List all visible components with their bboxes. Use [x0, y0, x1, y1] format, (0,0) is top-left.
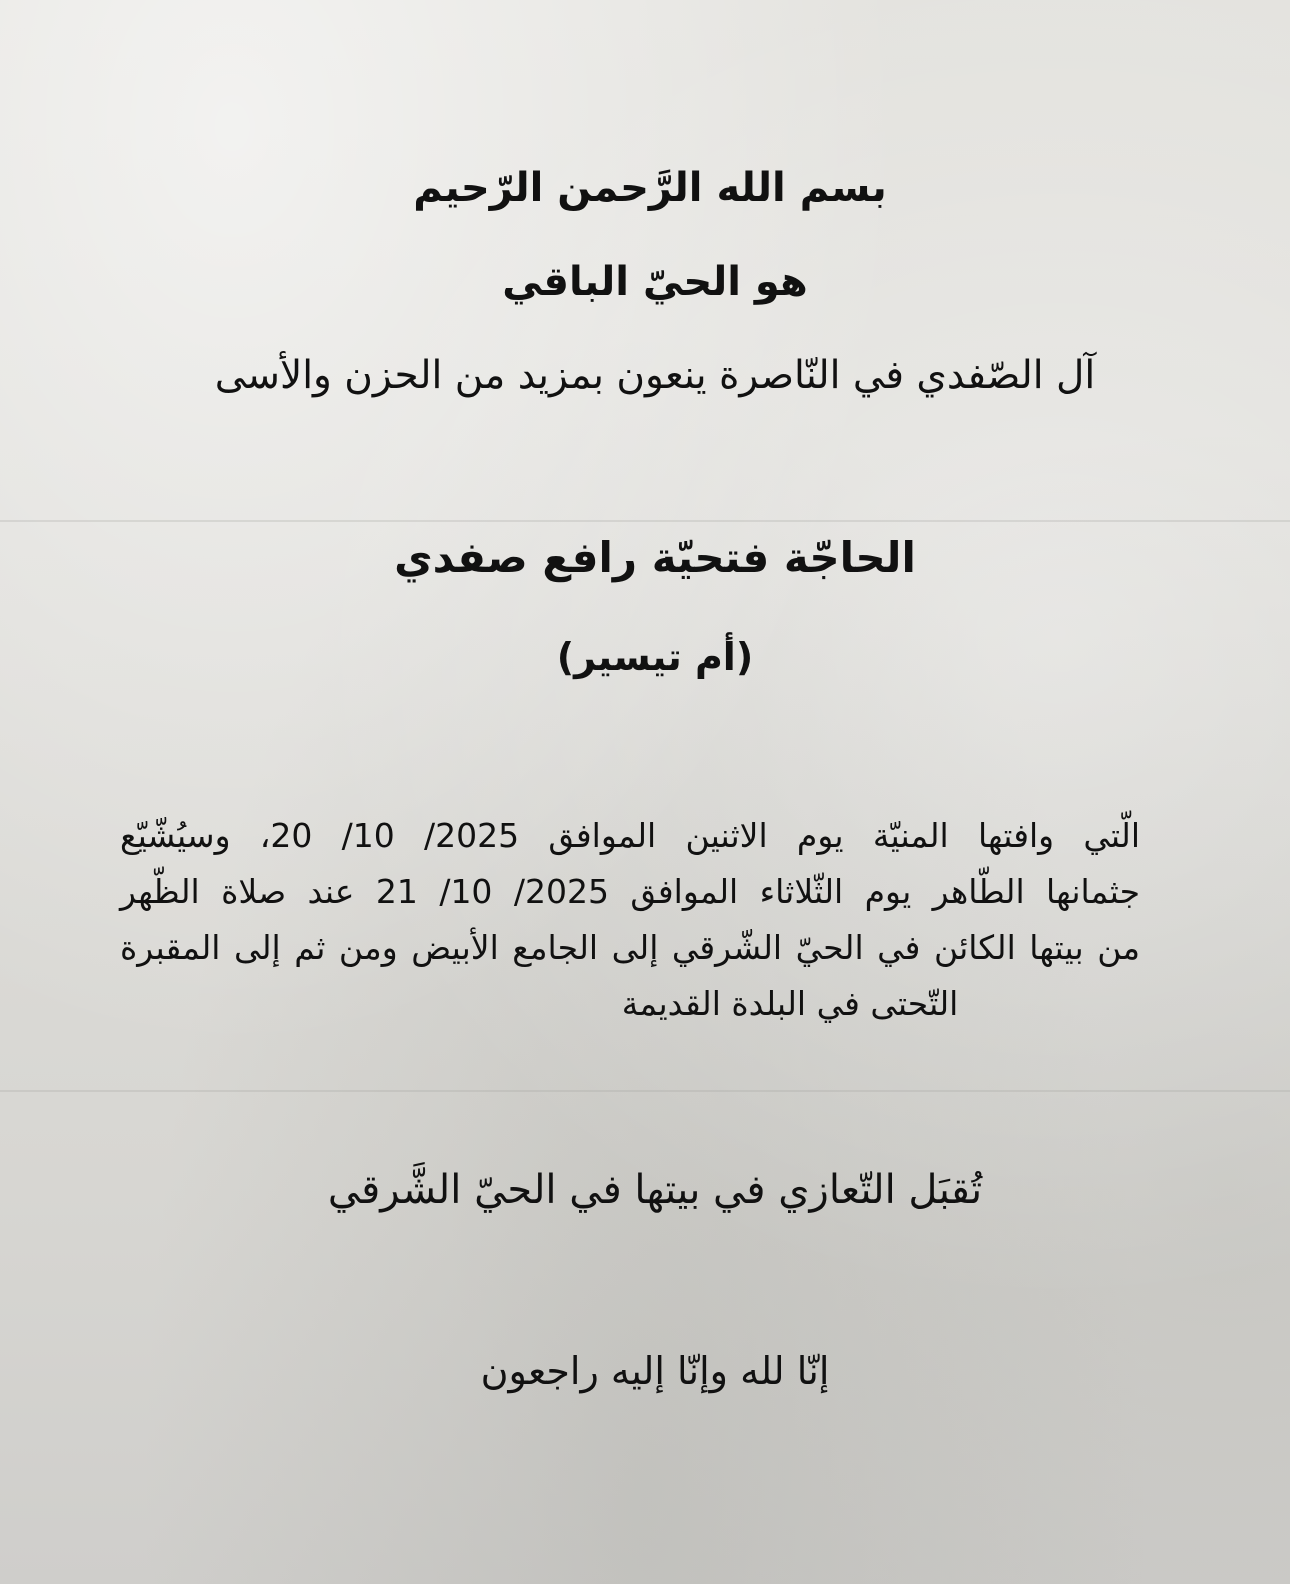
details-line: التّحتى في البلدة القديمة [621, 984, 959, 1023]
deceased-name: الحاجّة فتحيّة رافع صفدي [394, 533, 916, 582]
paper-fold [0, 520, 1290, 522]
basmala-heading: بسم الله الرَّحمن الرّحيم [413, 165, 887, 211]
subtitle-heading: هو الحيّ الباقي [502, 259, 808, 305]
deceased-nickname: (أم تيسير) [556, 635, 754, 679]
funeral-details [120, 808, 1140, 1032]
details-line: الّتي وافتها المنيّة يوم الاثنين الموافق 2025/ 10/ 20، وسيُشّيّع [120, 816, 1141, 855]
paper-fold [0, 1090, 1290, 1092]
closing-verse: إنّا لله وإنّا إليه راجعون [480, 1349, 830, 1393]
condolences-text: تُقبَل التّعازي في بيتها في الحيّ الشَّرقي [327, 1167, 983, 1213]
details-line: جثمانها الطّاهر يوم الثّلاثاء الموافق 2025/ 10/ 21 عند صلاة الظّهر [120, 872, 1140, 911]
family-announcement: آل الصّفدي في النّاصرة ينعون بمزيد من الحزن والأسى [214, 353, 1096, 398]
details-line: من بيتها الكائن في الحيّ الشّرقي إلى الجامع الأبيض ومن ثم إلى المقبرة [120, 928, 1140, 967]
